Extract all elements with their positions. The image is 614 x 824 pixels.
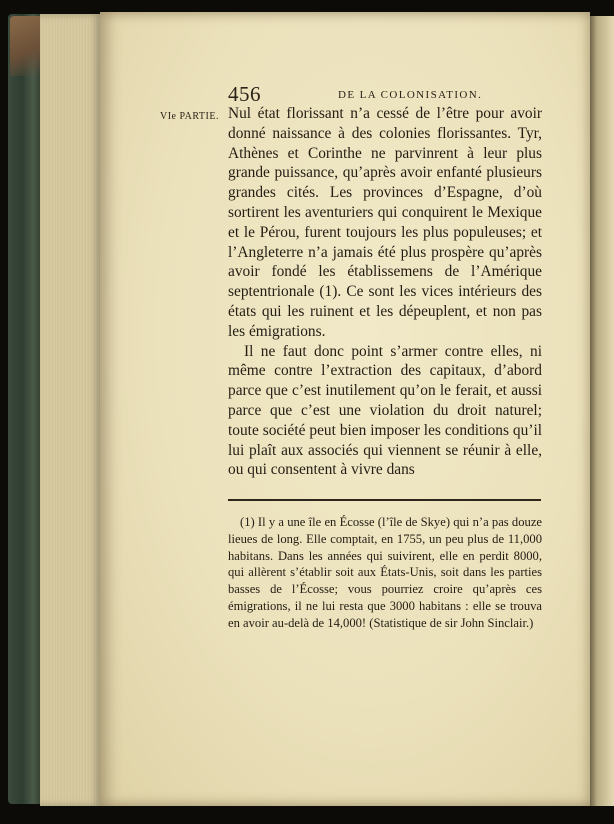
page-header	[228, 82, 542, 106]
paragraph: Il ne faut donc point s’armer contre elles, ni même contre l’extraction des capitaux, d’abord parce que c’est inutilement qu’on le ferait, et aussi parce que c’est une violation du droit naturel; toute société peut bien imposer les conditions qu’il lui plaît aux associés qui viennent se réunir à elle, ou qui consentent à vivre dans	[228, 342, 542, 479]
footnote-rule	[228, 499, 541, 501]
book-cover	[8, 14, 44, 804]
cover-corner-wear	[10, 16, 40, 76]
facing-page-edge	[590, 16, 614, 806]
page-number: 456	[228, 82, 261, 106]
footnote	[228, 514, 542, 632]
page-edges	[40, 14, 102, 806]
running-head: DE LA COLONISATION.	[338, 89, 483, 101]
footnote-text: (1) Il y a une île en Écosse (l’île de Skye) qui n’a pas douze lieues de long. Elle comptait, en 1755, un peu plus de 11,000 habitans. Dans les années qui suivirent, elle en perdit 8000, qui allèrent s’établir soit aux États-Unis, soit dans les parties basses de l’Écosse; vous pourriez croire qu’après ces émigrations, il ne lui resta que 3000 habitans : elle se trouva en avoir au-delà de 14,000! (Statistique de sir John Sinclair.)	[228, 515, 542, 630]
paragraph: Nul état florissant n’a cessé de l’être pour avoir donné naissance à des colonies florissantes. Tyr, Athènes et Corinthe ne parvinrent à leur plus grande puissance, qu’après avoir enfanté plusieurs grandes cités. Les provinces d’Espagne, d’où sortirent les aventuriers qui conquirent le Mexique et le Pérou, furent toujours les plus populeuses; et l’Angleterre n’a jamais été plus prospère qu’après avoir fondé les établissemens de l’Amérique septentrionale (1). Ce sont les vices intérieurs des états qui les ruinent et les dépeuplent, et non pas les émigrations.	[228, 105, 542, 340]
margin-note: VIe PARTIE.	[160, 111, 219, 122]
main-text	[228, 104, 542, 480]
